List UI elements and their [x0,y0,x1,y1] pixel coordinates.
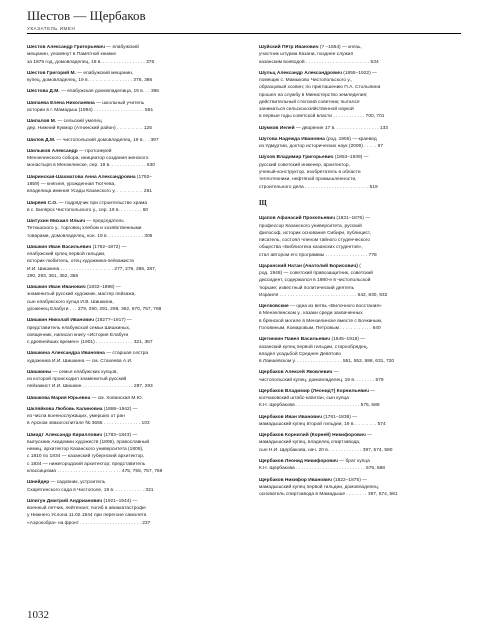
index-entry-heading-line: Шестов Григорий М. — елабужский мещанин, [27,70,134,76]
index-entry [259,336,464,365]
index-entry-name: Щербаков Иван Иванович [259,414,323,420]
index-entry-line: основатель спиртзавода в Мамадыше . . . . . . . . 397, 574, 581 [259,492,398,498]
index-entry-name: Шишкины [27,369,52,375]
index-entry-line: Мензелинского собора, инициатор создания женского [27,156,149,162]
index-entry-line: К.Н. Щербакова . . . . . . . . . . . . . . . . . . . . . . . . . . 575, 588 [259,466,385,472]
index-entry-line: монастыря в Мензелинске, сер. 19 в. . . . . . . . . . . . . . 630 [27,163,155,169]
index-entry-name: Шилыков Александр [27,148,78,154]
index-entry [259,44,464,66]
index-entry-line: строительного дела . . . . . . . . . . . . . . . . . . . . . . . . 519 [259,184,378,190]
index-entry-heading-line: Шнейдер — садовник, устроитель [27,480,106,486]
index-entry-heading-line: Шпигун Дмитрий Андрианович (1921–1944) — [27,498,138,504]
index-entry [259,215,464,259]
index-entry-line: выпускник Академии художеств (1806), православный [27,439,150,445]
index-entry-line: немец, архитектор Казанского университета (1809), [27,447,144,453]
header-rule [27,33,461,34]
index-entry-heading-line: Щербаков Никифор Иванович (1822–1875) — [259,477,367,483]
index-entry-heading-line: Ширинская-Шахматова Анна Александровна (1792– [27,174,153,180]
index-entry-heading-line: Шестова Д.М. — елабужская домовладелица, 19 в. . . 386 [27,89,159,95]
index-entry-line: 1859) — княгиня, урожденная Тютчева, [27,181,116,187]
index-entry-name: Шкляйкова Любовь Калиновна [27,406,103,412]
index-entry-line: И.И. Шишкина . . . . . . . . . . . . . . . . . . . . 277, 279, 286, 287, [27,266,157,272]
index-group-sh [259,44,464,191]
index-entry-name: Шестов Александр Григорьевич [27,45,105,50]
index-entry-heading-line: Шилыков Александр — протоиерей [27,148,112,154]
index-entry [27,70,232,85]
index-entry [27,100,232,115]
index-entry [27,244,232,280]
index-entry-line: из Удмуртии, доктор исторических наук (2009) . . . . . 97 [259,144,384,150]
index-entry-line: с 1834 — нижегородский архитектор; представитель [27,461,146,467]
index-entry [27,200,232,215]
index-entry-name: Шипалов М. [27,119,57,125]
page-header-subtitle: УКАЗАТЕЛЬ ИМЕН [27,26,76,31]
index-entry-name: Ширяев С.О. [27,200,58,206]
index-entry [27,148,232,170]
index-entry-line: мамадышский купец, владелец спиртзавода, [259,440,361,446]
index-entry-line: знаменитый русский художник, мастер пейзажа, [27,292,136,298]
index-entry-heading-line: Шмидт Александр Кириллович (1783–1843) — [27,432,138,438]
index-entry [259,432,464,454]
index-entry-heading-line: Щербаков Леонид Никифорович — брат купца [259,458,370,464]
index-entry-line: художника И.И. Шишкина — см. Стахеева А.И. [27,358,133,364]
index-entry-heading-line: Шкляйкова Любовь Калиновна (1886–1942) — [27,406,138,412]
index-entry-line: род. 1948) — советский правозащитник, советский [259,271,373,277]
index-entry [27,88,232,95]
index-entry-line: с 1810 по 1834 — казанский губернский архитектор, [27,454,145,460]
index-column-right [259,44,464,502]
index-entry-line: купец, домовладелец, 19 в. . . . . . . . . . . . . . . . . 376, 386 [27,78,153,84]
index-entry-line: елабужский купец первой гильдии, [27,252,106,258]
index-entry [27,350,232,365]
index-entry-name: Шестова Д.М. [27,89,60,95]
index-entry-name: Шнейдер [27,480,50,486]
index-entry-name: Шишкин Иван Иванович [27,285,86,291]
index-entry-heading-line: Шумков Иелей — дворянин 17 в. . . . . . . . . . . . . . . . . 133 [259,125,388,131]
index-entry-line: К.Н. Щербакова . . . . . . . . . . . . . . . . . . . . . . . . 575, 588 [259,403,380,409]
index-entry-line: заниматься сельскохозяйственной наукой [259,107,354,113]
index-entry-heading-line: Шишкова Мария Юрьевна — см. Хованская М.Ю. [27,395,143,401]
index-entry-heading-line: Шишкина Александра Ивановна — старшая сестра [27,351,149,357]
index-entry-name: Щелковские [259,304,289,310]
index-entry-heading-line: Шестов Александр Григорьевич — елабужский [27,45,139,50]
index-entry-line: стал автором его программы . . . . . . . . . . . . . . . . 778 [259,252,377,258]
index-entry-name: Шпигун Дмитрий Андрианович [27,498,103,504]
index-entry-heading-line: Шипаева Елена Николаевна — школьный учитель [27,100,145,106]
index-entry-line: из числа военнослужащих, умерших от ран [27,414,125,420]
index-entry-line: сын елабужского купца И.В. Шишкина, [27,299,114,305]
index-entry-line: ученый-конструктор, изобретатель в области [259,169,361,175]
index-entry-name: Щапов Афанасий Прокопьевич [259,216,336,222]
index-entry [27,369,232,391]
index-entry-name: Щербаков Владимир (Леонид?) Корнильевич [259,388,369,394]
index-entry-line: русский советский инженер, архитектор, [259,162,350,168]
index-entry-line: Головиным, Комаровым, Петровым . . . . . . . . . . . . 640 [259,326,381,331]
index-entry-name: Щербаков Никифор Иванович [259,477,332,483]
index-entry-heading-line: Шитухин Михаил Ильич — председатель [27,219,124,225]
index-entry-line: помещик с. Мамыково Чистопольского у., [259,78,353,84]
index-entry-line: представитель елабужской семьи Шишкиных, [27,325,131,331]
index-entry-line: дер. Нижний Кукмор (Атнинский район) . . . . . . . . . . 125 [27,126,152,132]
index-entry-line: владел усадьбой Среднее Девятово [259,351,342,357]
index-entry-line: в Лаишевском у. . . . . . . . . . . . . . . . . . 551, 552, 598, 631, 720 [259,359,395,365]
index-entry-name: Щербаков Алексей Яковлевич [259,370,333,376]
index-entry-name: Щербаков Леонид Никифорович [259,458,338,464]
index-entry-name: Шестов Григорий М. [27,70,76,76]
index-entry-heading-line: Шутова Надежда Ивановна (род. 1955) — краевед [259,136,377,142]
index-entry [259,136,464,151]
index-entry [27,432,232,476]
index-column-left [27,44,232,531]
index-entry-line: истории в г. Мамадыш (1994) . . . . . . . . . . . . . . . . . . . 591 [27,107,154,113]
index-entry-line: в брянской могиле в Мензелинске вместе с Бочкиным, [259,318,383,324]
index-entry-line: Израиля . . . . . . . . . . . . . . . . . . . . . . . . . . . . . 642, 830, 932 [259,292,388,298]
index-entry-line: писатель, состоял членом тайного студенческого [259,238,371,244]
index-group-shch [259,215,464,498]
index-entry-line: прошел на службу в Министерство земледелия; [259,92,368,98]
index-entry-line: образцовый хозяин; по приглашению П.А. Столыпина [259,85,381,91]
page-number: 1032 [27,609,49,621]
index-entry-line: действительный статский советник; пытался [259,99,360,105]
index-entry [259,303,464,332]
index-entry [27,284,232,313]
index-entry-name: Шилов Д.М. [27,137,56,143]
index-entry-heading-line: Шухов Владимир Григорьевич (1853–1939) — [259,155,369,161]
index-entry-line: Скарятинского сада в Чистополе, 19 в. . . . . . . . . . . . 321 [27,487,154,493]
index-entry-heading-line: Шишкин Иван Иванович (1832–1898) — [27,285,121,291]
index-entry-name: Шуйский Пётр Иванович [259,45,319,50]
index-entry-heading-line: Шуйский Пётр Иванович (? –1564) — князь, [259,45,362,50]
index-entry-line: классицизма . . . . . . . . . . . . . . . . . . . . . . . . 475, 755, 757, 768 [27,469,163,475]
index-entry-line: уроженец Елабуги . . . 279, 290, 291, 298, 362, 670, 757, 768 [27,306,162,312]
index-entry-heading-line: Щербаков Иван Иванович (1781–1838) — [259,414,358,420]
index-entry [259,477,464,499]
index-entry-line: из которой происходил знаменитый русский [27,377,127,383]
index-entry [27,395,232,402]
index-entry-name: Шумков Иелей [259,125,295,131]
index-entry [259,369,464,384]
index-entry-line: «Аэрокобра» на фронт . . . . . . . . . . . . . . . . . . . . . . . 237 [27,520,151,526]
index-entry [27,137,232,144]
index-entry-heading-line: Щербаков Владимир (Леонид?) Корнильевич — [259,388,376,394]
index-entry [259,388,464,410]
index-entry-line: товарами, домовладелец, кон. 19 в. . . . . . . . . . . . . . 305 [27,233,153,239]
index-entry-name: Шишкова Мария Юрьевна [27,395,91,401]
index-entry-line: мамадышский купец второй гильдии, 19 в. . . . . . . . . 574 [259,421,386,427]
index-entry-line: пейзажист И.И. Шишкин . . . . . . . . . . . . . . . . . . . 287, 293 [27,384,153,390]
index-entry [259,70,464,121]
index-entry-name: Ширинская-Шахматова Анна Александровна [27,174,136,180]
index-entry-line: колчаковский штабс-капитан, сын купца [259,396,349,402]
index-entry-line: владелица имения Усады Казанского у. . . . . . . . . . . 261 [27,189,152,195]
index-entry [259,414,464,429]
index-entry [27,218,232,240]
index-entry [259,154,464,190]
index-entry-line: в первые годы советской власти . . . . . . . . . . . . 700, 701 [259,114,385,120]
index-entry-line: священник, написал книгу «История Елабуги [27,332,129,338]
index-entry-heading-line: Ширяев С.О. — подрядчик при строительстве храма [27,200,148,206]
index-entry [27,406,232,428]
index-entry [27,174,232,196]
index-entry-line: тюрьме; известный политический деятель [259,285,355,291]
index-entry-name: Шмидт Александр Кириллович [27,432,103,438]
index-entry-line: казанским воеводой . . . . . . . . . . . . . . . . . . . . . . . . 534 [259,59,379,65]
index-entry-line: сын Н.И. Щербакова, нач. 20 в. . . . . . . . . . . . . 397, 574, 590 [259,447,393,453]
index-entry-heading-line: Щелковские — одна из ветвь «Вилочного восстания» [259,304,382,310]
index-entry-heading-line: Щербаков Алексей Яковлевич — [259,370,339,376]
index-entry-line: мамадышский купец первой гильдии, домовладелец, [259,484,380,490]
page-header-title: Шестов — Щербаков [27,8,146,23]
index-entry-line: в Арском эвакогоспитале № 3655 . . . . . . . . . . . . . . 103 [27,421,150,427]
index-entry [27,118,232,133]
index-entry-line: философ, историк основания Сибири, публицист, [259,230,371,236]
index-entry-line: в Мензелинском у., казаки среди захваченных [259,311,363,317]
index-entry [27,44,232,66]
index-entry-heading-line: Щапов Афанасий Прокопьевич (1831–1876) — [259,216,371,222]
index-entry-line: Тетюшского у., торговец хлебом и хозяйственными [27,226,142,232]
index-entry-heading-line: Шишкины — семья елабужских купцов, [27,369,118,375]
index-entry-line: теплотехники, нефтяной промышленности, [259,177,357,183]
index-entry-name: Шутова Надежда Ивановна [259,136,325,142]
index-entry-name: Шульц Александр Александрович [259,70,342,76]
index-entry-name: Щетинкин Павел Васильевич [259,337,331,343]
index-entry-line: историк-любитель, отец художника-пейзажиста [27,259,134,265]
index-entry-name: Щербаков Корнилий (Корней) Никифорович [259,433,366,439]
index-entry-line: участник штурма Казани, позднее служил [259,52,354,58]
index-entry-line: профессор Казанского университета, русский [259,223,362,229]
index-entry-heading-line: Шипалов М. — сельский умелец [27,119,102,125]
index-entry [27,479,232,494]
index-entry-heading-line: Щербаков Корнилий (Корней) Никифорович — [259,433,373,439]
index-entry-heading-line: Шишкин Николай Иванович (1827?–1917) — [27,318,132,324]
index-entry-name: Шишкин Николай Иванович [27,318,95,324]
index-entry-heading-line: Щетинкин Павел Васильевич (1845–1918) — [259,337,366,343]
index-entry-heading-line: Шульц Александр Александрович (1855–1922) — [259,70,377,76]
index-entry-line: с древнейших времен» (1901) . . . . . . . . . . . . . . 321, 367 [27,340,153,346]
index-entry [27,317,232,346]
index-entry-line: в с. Билярск Чистопольского у., сер. 19 в. . . . . . . . . 60 [27,207,149,213]
index-entry-heading-line: Шишкин Иван Васильевич (1792–1872) — [27,244,127,250]
index-entry [259,458,464,473]
index-entry-line: мещанин, упомянут в Памятной книжке [27,52,117,58]
index-entry [27,498,232,527]
index-entry-name: Щаранский Натан (Анатолий Борисович) [259,263,358,269]
index-entry-line: 290, 293, 361, 362, 365 [27,273,79,279]
index-entry-name: Шипаева Елена Николаевна [27,100,95,106]
index-entry-name: Шишкин Иван Васильевич [27,244,92,250]
index-entry [259,125,464,132]
index-entry-name: Шишкина Александра Ивановна [27,351,105,357]
index-entry-line: военный летчик, лейтенант, погиб в авиакатастрофе [27,506,146,512]
index-entry-name: Шухов Владимир Григорьевич [259,155,334,161]
index-entry-line: у Нижнего Услона 11.02.1944 при перегоне самолета [27,513,147,519]
section-letter: Щ [259,198,267,207]
index-entry-heading-line: Щаранский Натан (Анатолий Борисович) ( [259,263,361,269]
index-entry-name: Шитухин Михаил Ильич [27,219,86,225]
index-entry-heading-line: Шилов Д.М. — чистопольский домовладелец, 19 в. . . 397 [27,137,159,143]
index-entry-line: общества «Библиотека казанских студентов», [259,245,363,251]
index-entry-line: казанский купец первой гильдии, старообрядец, [259,344,368,350]
index-entry [259,263,464,299]
index-entry-line: за 1875 год, домовладелец, 19 в. . . . . . . . . . . . . . . . . 376 [27,59,155,65]
index-entry-line: чистопольский купец, домовладелец, 19 в. . . . . . . . 579 [259,377,384,383]
index-entry-line: диссидент, содержался в 1980-е в чистопольской [259,278,371,284]
